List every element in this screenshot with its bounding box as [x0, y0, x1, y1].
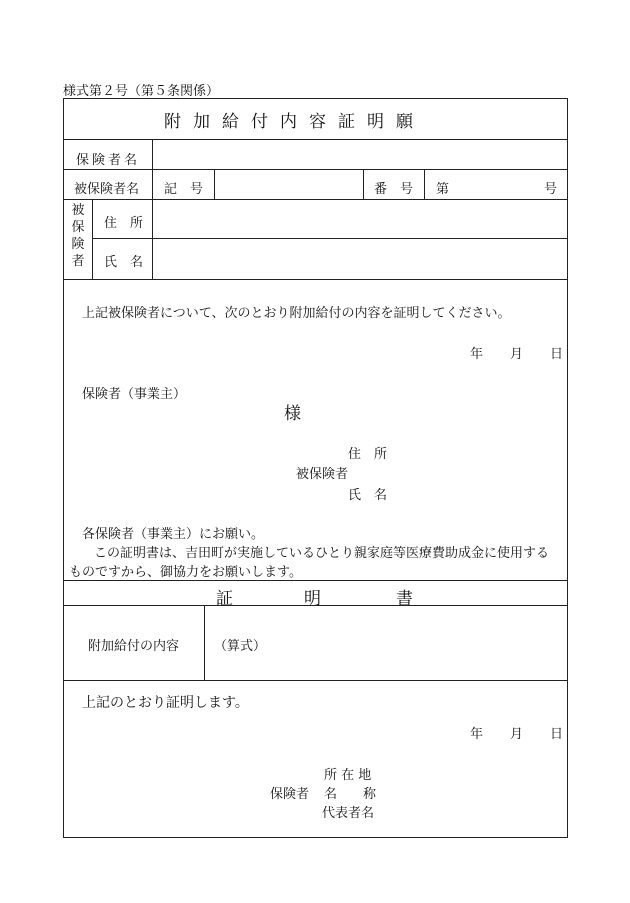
applicant-address-label: 住 所: [348, 447, 388, 462]
certificate-statement: 上記のとおり証明します。: [82, 695, 249, 711]
insured-name-label: 被保険者名: [74, 182, 140, 197]
address-label: 住 所: [104, 216, 144, 231]
certificate-insurer-role: 保険者: [270, 787, 310, 802]
request-date-month: 月: [510, 347, 524, 362]
benefit-content-field[interactable]: [279, 611, 561, 675]
applicant-name-label: 氏 名: [348, 488, 388, 503]
name-field[interactable]: [156, 242, 561, 275]
number-label: 番 号: [374, 182, 414, 197]
divider: [363, 169, 364, 199]
addressee-sama: 様: [284, 404, 301, 424]
address-field[interactable]: [156, 203, 561, 235]
certificate-title-3: 書: [396, 589, 413, 609]
certificate-title-2: 明: [304, 589, 321, 609]
form-frame: [63, 98, 568, 838]
request-date-day: 日: [550, 347, 564, 362]
form-title: 附加給付内容証明願: [164, 112, 425, 132]
symbol-field[interactable]: [218, 173, 358, 195]
insurer-label: 保険者名: [76, 153, 141, 168]
number-go: 号: [544, 182, 558, 197]
insurer-location-label: 所 在 地: [324, 768, 372, 783]
divider: [64, 139, 567, 140]
divider: [204, 605, 205, 680]
certificate-date-month: 月: [510, 727, 524, 742]
addressee-label: 保険者（事業主）: [82, 387, 187, 402]
divider: [64, 580, 567, 581]
divider: [214, 169, 215, 199]
representative-label: 代表者名: [322, 806, 375, 821]
applicant-role-label: 被保険者: [296, 467, 349, 482]
request-text: 上記被保険者について、次のとおり附加給付の内容を証明してください。: [82, 306, 511, 321]
note-line-1: この証明書は、吉田町が実施しているひとり親家庭等医療費助成金に使用する: [94, 546, 550, 561]
note-line-2: ものですから、御協力をお願いします。: [69, 565, 302, 580]
divider: [152, 199, 153, 279]
number-dai: 第: [436, 182, 450, 197]
formula-label: （算式）: [214, 639, 267, 654]
divider: [92, 199, 93, 279]
divider: [64, 680, 567, 681]
number-field[interactable]: [452, 173, 537, 195]
benefit-content-label: 附加給付の内容: [88, 639, 180, 654]
divider: [64, 199, 567, 200]
divider: [64, 279, 567, 280]
divider: [64, 605, 567, 606]
divider: [424, 169, 425, 199]
note-title: 各保険者（事業主）にお願い。: [82, 527, 265, 542]
certificate-date-year: 年: [470, 727, 484, 742]
form-number: 様式第２号（第５条関係）: [63, 84, 220, 99]
insured-vertical-label: 被保険者: [71, 203, 85, 269]
certificate-title-1: 証: [216, 589, 233, 609]
certificate-date-day: 日: [550, 727, 564, 742]
divider: [64, 169, 567, 170]
request-date-year: 年: [470, 347, 484, 362]
name-label: 氏 名: [104, 255, 144, 270]
insurer-name-field[interactable]: [156, 143, 561, 165]
insurer-name-label: 名 称: [324, 787, 377, 802]
symbol-label: 記 号: [164, 182, 204, 197]
divider: [92, 238, 567, 239]
